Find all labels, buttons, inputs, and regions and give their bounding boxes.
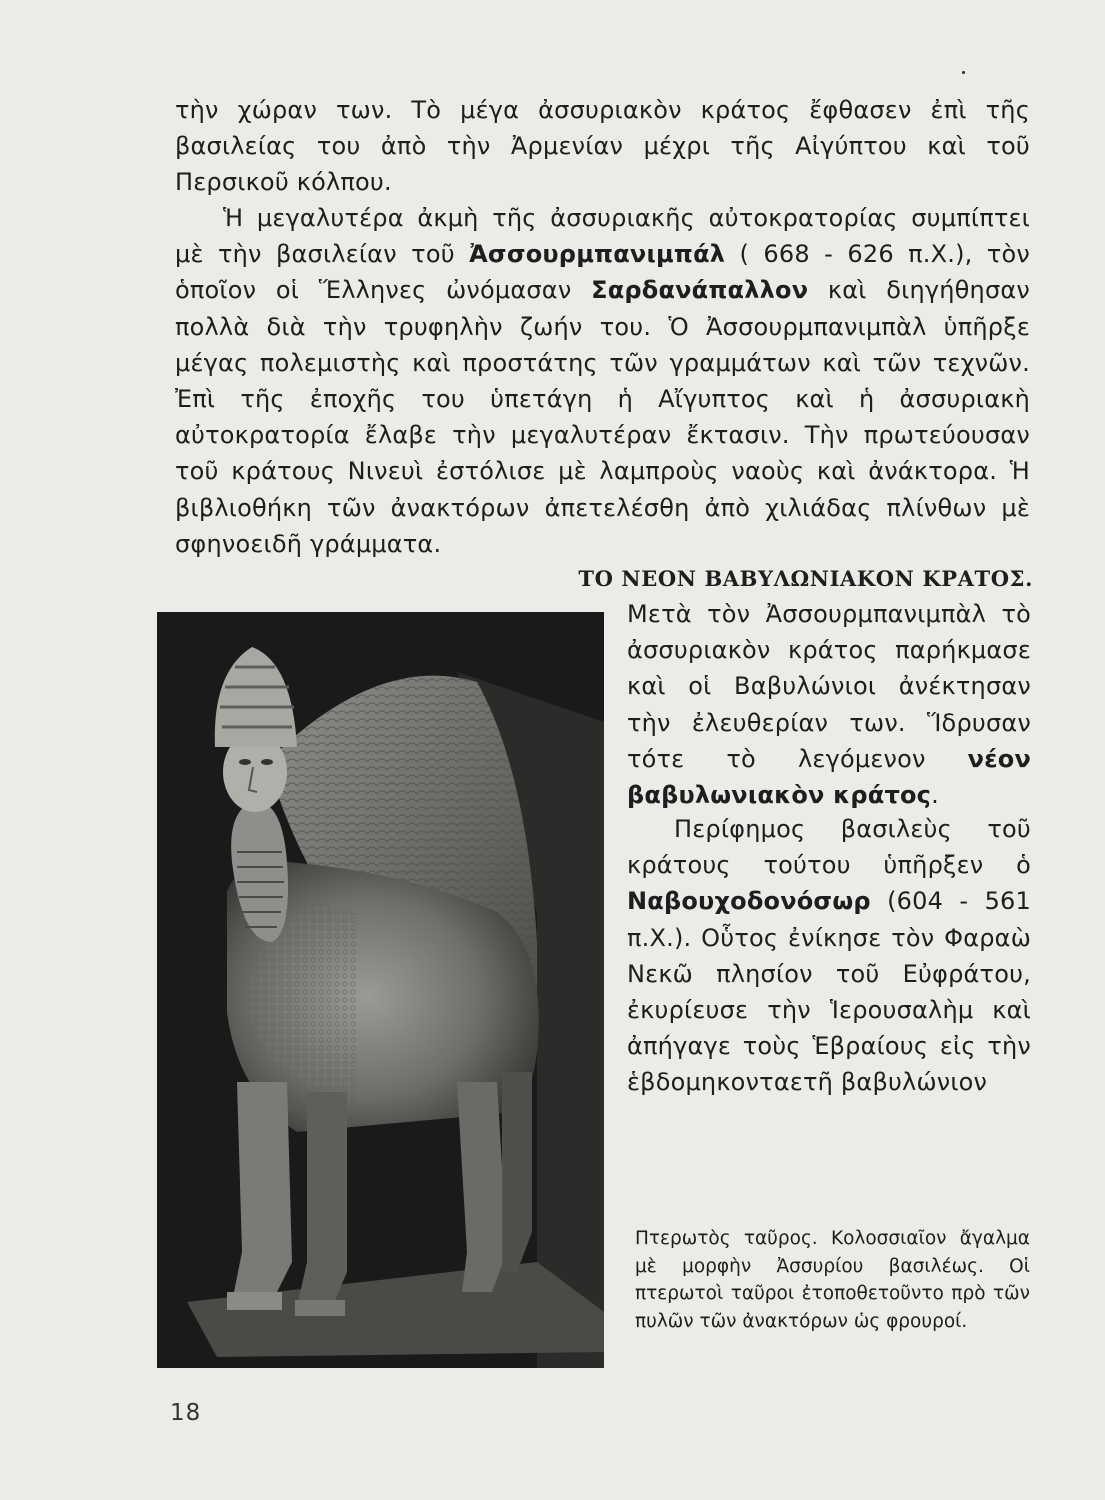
ink-speck xyxy=(962,71,965,74)
text-run: καὶ διηγήθησαν πολλὰ διὰ τὴν τρυφηλὴν ζωήν του. Ὁ Ἀσσουρμπανιμπὰλ ὑπῆρξε μέγας πολεμιστὴς καὶ προστάτης τῶν γραμμάτων καὶ τῶν τεχνῶν. Ἐπὶ τῆς ἐποχῆς του ὑπετάγη ἡ Αἴγυπτος καὶ ἡ ἀσσυριακὴ αὐτοκρατορία ἔλαβε τὴν μεγαλυτέραν ἔκτασιν. Τὴν πρωτεύουσαν τοῦ κράτους Νινευὶ ἐστόλισε μὲ λαμπροὺς ναοὺς καὶ ἀνάκτορα. Ἡ βιβλιοθήκη τῶν ἀνακτόρων ἀπετελέσθη ἀπὸ χιλιάδας πλίνθων μὲ σφηνοειδῆ γράμματα. xyxy=(175,276,1031,558)
paragraph-new-babylonian xyxy=(627,596,1031,813)
text-run: Μετὰ τὸν Ἀσσουρμπανιμπὰλ τὸ ἀσσυριακὸν κράτος παρήκμασε καὶ οἱ Βαβυλώνιοι ἀνέκτησαν τὴν ἐλευθερίαν των. Ἵδρυσαν τότε τὸ λεγόμενον xyxy=(627,600,1031,773)
paragraph-nebuchadnezzar xyxy=(627,811,1031,1101)
name-ashurbanipal: Ἀσσουρμπανιμπάλ xyxy=(469,240,726,269)
text-run: . xyxy=(931,781,939,810)
text-run: Ἡ μεγαλυτέρα ἀκμὴ τῆς ἀσσυριακῆς αὐτοκρατορίας συμπίπτει μὲ τὴν βασιλείαν τοῦ xyxy=(175,204,1030,269)
photo-caption: Πτερωτὸς ταῦρος. Κολοσσιαῖον ἄγαλμα μὲ μορφὴν Ἀσσυρίου βασιλέως. Οἱ πτερωτοὶ ταῦροι ἐτοποθετοῦντο πρὸ τῶν πυλῶν τῶν ἀνακτόρων ὡς φρουροί. xyxy=(635,1228,1030,1332)
text-run: (604 - 561 π.Χ.). Οὗτος ἐνίκησε τὸν Φαραὼ Νεκῶ πλησίον τοῦ Εὐφράτου, ἐκυρίευσε τὴν Ἱερουσαλὴμ καὶ ἀπήγαγε τοὺς Ἑβραίους εἰς τὴν ἑβδομηκονταετῆ βαβυλώνιον xyxy=(627,887,1031,1097)
winged-bull-photo xyxy=(157,612,604,1368)
name-nebuchadnezzar: Ναβουχοδονόσωρ xyxy=(627,887,871,916)
paragraph-ashurbanipal xyxy=(175,200,1030,562)
paragraph-assyrian-empire: τὴν χώραν των. Τὸ μέγα ἀσσυριακὸν κράτος ἔφθασεν ἐπὶ τῆς βασιλείας του ἀπὸ τὴν Ἀρμενίαν μέχρι τῆς Αἰγύπτου καὶ τοῦ Περσικοῦ κόλπου. xyxy=(175,96,1030,197)
text-run: Περίφημος βασιλεὺς τοῦ κράτους τούτου ὑπῆρξεν ὁ xyxy=(627,815,1031,880)
text-run: ( 668 - 626 π.Χ.), τὸν ὁποῖον οἱ Ἕλληνες ὠνόμασαν xyxy=(175,240,1030,305)
page-number: 18 xyxy=(170,1400,202,1426)
section-heading: ΤΟ ΝΕΟΝ ΒΑΒΥΛΩΝΙΑΚΟΝ ΚΡΑΤΟΣ. xyxy=(578,566,1033,591)
name-sardanapalus: Σαρδανάπαλλον xyxy=(591,276,809,305)
term-new-babylonian-kingdom: νέον βαβυλωνιακὸν κράτος xyxy=(627,744,1031,810)
winged-bull-illustration xyxy=(157,612,604,1368)
